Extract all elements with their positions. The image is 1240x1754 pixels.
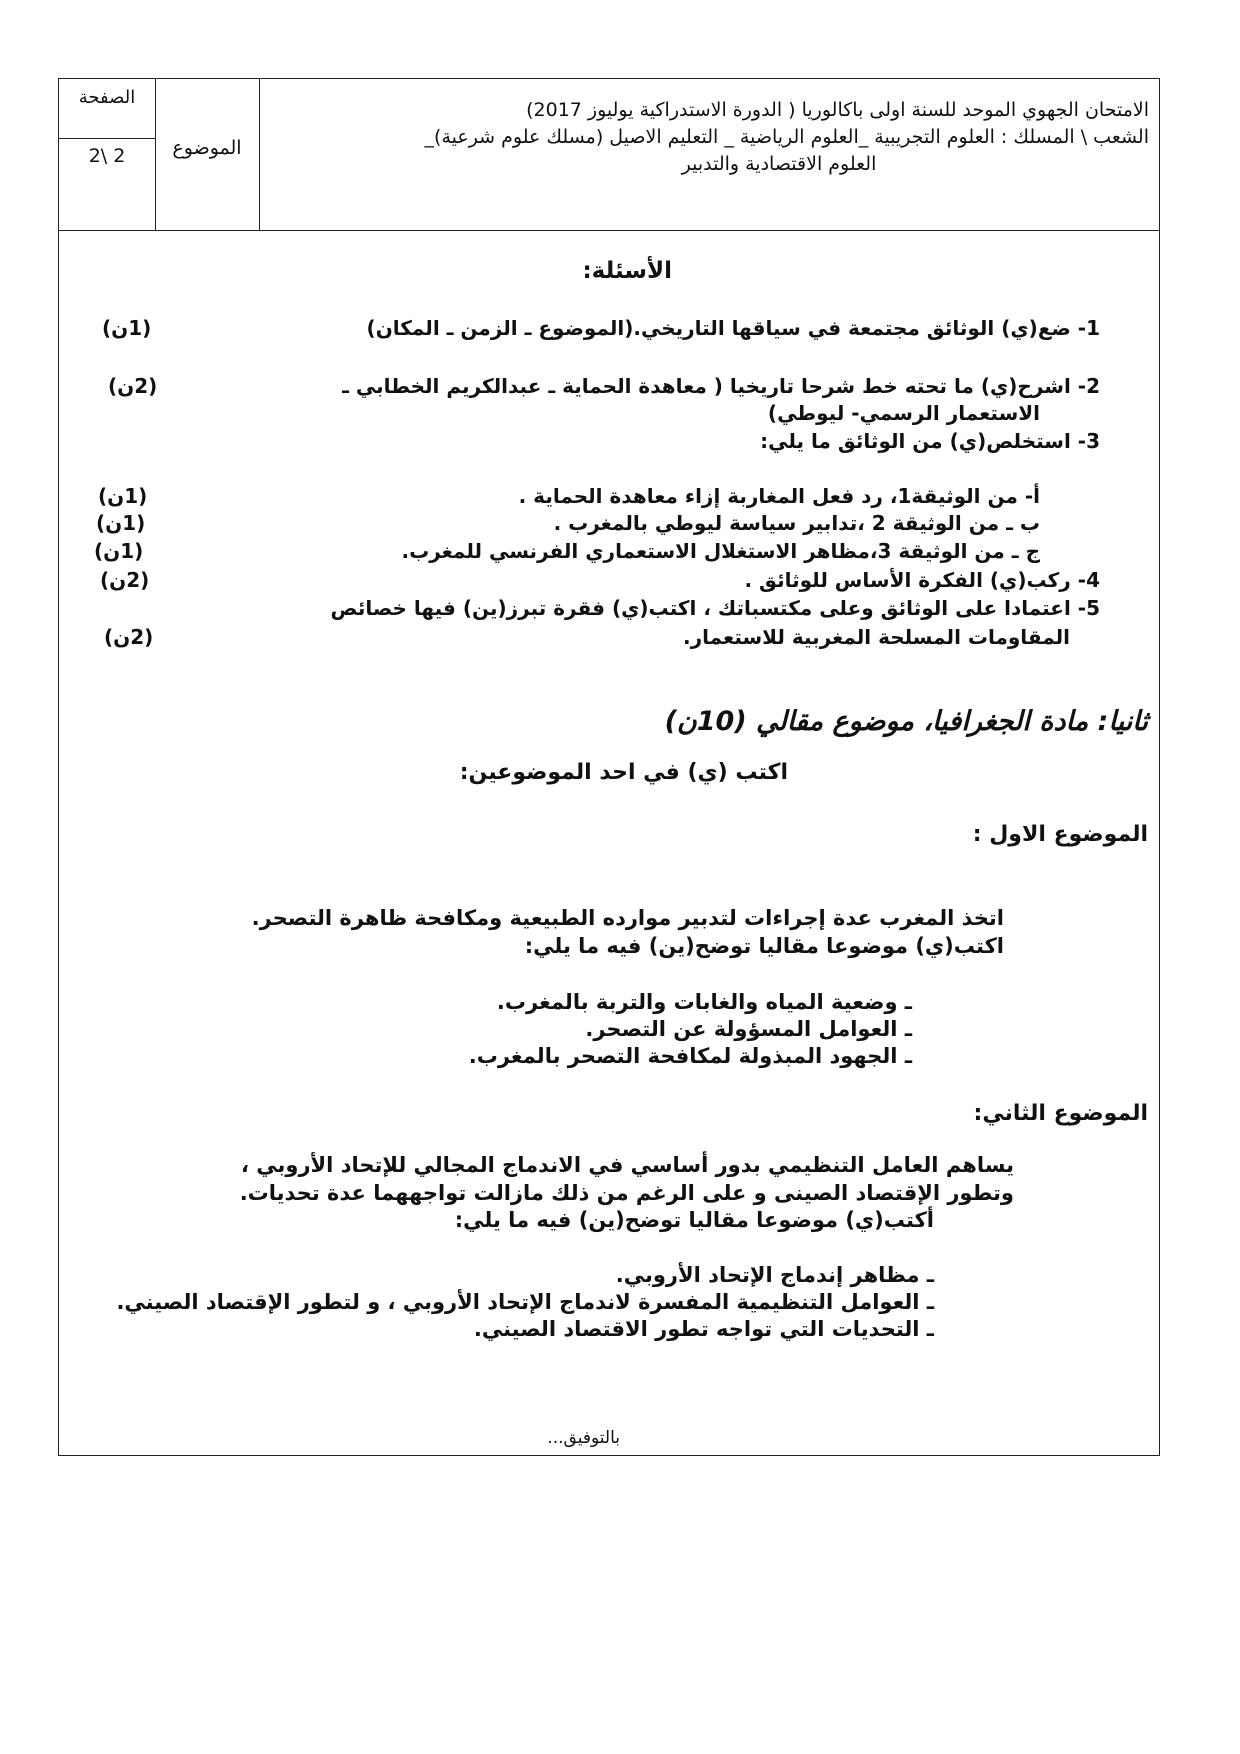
question-5-line-2: المقاومات المسلحة المغربية للاستعمار. <box>683 625 1070 649</box>
page-label: الصفحة <box>59 79 155 139</box>
topic-2-item-1: ـ مظاهر إندماج الإتحاد الأروبي. <box>615 1263 934 1287</box>
question-2-line-2: الاستعمار الرسمي- ليوطي) <box>767 401 1040 425</box>
footer-good-luck: بالتوفيق... <box>547 1428 620 1448</box>
question-2-points: (2ن) <box>108 374 158 398</box>
question-3b-points: (1ن) <box>96 511 146 535</box>
subject-label: الموضوع <box>172 137 242 159</box>
header-line-3: العلوم الاقتصادية والتدبير <box>681 153 877 175</box>
header-line-1: الامتحان الجهوي الموحد للسنة اولى باكالوريا ( الدورة الاستدراكية يوليوز 2017) <box>526 99 1149 121</box>
question-1: 1- ضع(ي) الوثائق مجتمعة في سياقها التاريخي.(الموضوع ـ الزمن ـ المكان) <box>366 316 1100 340</box>
header-line-2: الشعب \ المسلك : العلوم التجريبية _العلوم الرياضية _ التعليم الاصيل (مسلك علوم شرعية)_ <box>424 126 1149 148</box>
question-5-line-1: 5- اعتمادا على الوثائق وعلى مكتسباتك ، اكتب(ي) فقرة تبرز(ين) فيها خصائص <box>330 596 1100 620</box>
topic-1-line-2: اكتب(ي) موضوعا مقاليا توضح(ين) فيه ما يلي: <box>524 934 1004 958</box>
header-divider <box>259 79 260 230</box>
question-4: 4- ركب(ي) الفكرة الأساس للوثائق . <box>744 568 1100 592</box>
question-1-points: (1ن) <box>102 316 152 340</box>
topic-2-line-1: يساهم العامل التنظيمي بدور أساسي في الاندماج المجالي للإتحاد الأروبي ، <box>240 1153 1014 1177</box>
exam-header <box>59 79 1159 231</box>
question-3a: أ- من الوثيقة1، رد فعل المغاربة إزاء معاهدة الحماية . <box>518 484 1040 508</box>
question-5-points: (2ن) <box>104 625 154 649</box>
topic-1-item-1: ـ وضعية المياه والغابات والتربة بالمغرب. <box>496 990 912 1014</box>
question-3: 3- استخلص(ي) من الوثائق ما يلي: <box>760 429 1100 453</box>
question-4-points: (2ن) <box>100 568 150 592</box>
topic-2-item-3: ـ التحديات التي تواجه تطور الاقتصاد الصيني. <box>473 1317 934 1341</box>
header-title-block <box>289 97 1149 178</box>
question-3a-points: (1ن) <box>98 484 148 508</box>
topic-1-heading: الموضوع الاول : <box>972 822 1148 847</box>
question-2-line-1: 2- اشرح(ي) ما تحته خط شرحا تاريخيا ( معاهدة الحماية ـ عبدالكريم الخطابي ـ <box>342 374 1100 398</box>
geography-instruction: اكتب (ي) في احد الموضوعين: <box>459 760 788 785</box>
topic-2-line-2: وتطور الإقتصاد الصينى و على الرغم من ذلك مازالت تواجههما عدة تحديات. <box>239 1181 1014 1205</box>
questions-title: الأسئلة: <box>582 258 672 284</box>
topic-1-item-3: ـ الجهود المبذولة لمكافحة التصحر بالمغرب. <box>468 1044 912 1068</box>
question-3c-points: (1ن) <box>94 539 144 563</box>
page-number: 2\ 2 <box>88 145 126 167</box>
topic-1-line-1: اتخذ المغرب عدة إجراءات لتدبير موارده الطبيعية ومكافحة ظاهرة التصحر. <box>251 906 1004 930</box>
topic-2-heading: الموضوع الثاني: <box>973 1101 1148 1126</box>
question-3c: ج ـ من الوثيقة 3،مظاهر الاستغلال الاستعماري الفرنسي للمغرب. <box>401 539 1040 563</box>
topic-2-line-3: أكتب(ي) موضوعا مقاليا توضح(ين) فيه ما يلي: <box>454 1208 934 1232</box>
topic-2-item-2: ـ العوامل التنظيمية المفسرة لاندماج الإتحاد الأروبي ، و لتطور الإقتصاد الصيني. <box>116 1290 934 1314</box>
geography-title: ثانيا: مادة الجغرافيا، موضوع مقالي (10ن) <box>664 706 1148 737</box>
topic-1-item-2: ـ العوامل المسؤولة عن التصحر. <box>585 1017 912 1041</box>
question-3b: ب ـ من الوثيقة 2 ،تدابير سياسة ليوطي بالمغرب . <box>553 511 1040 535</box>
